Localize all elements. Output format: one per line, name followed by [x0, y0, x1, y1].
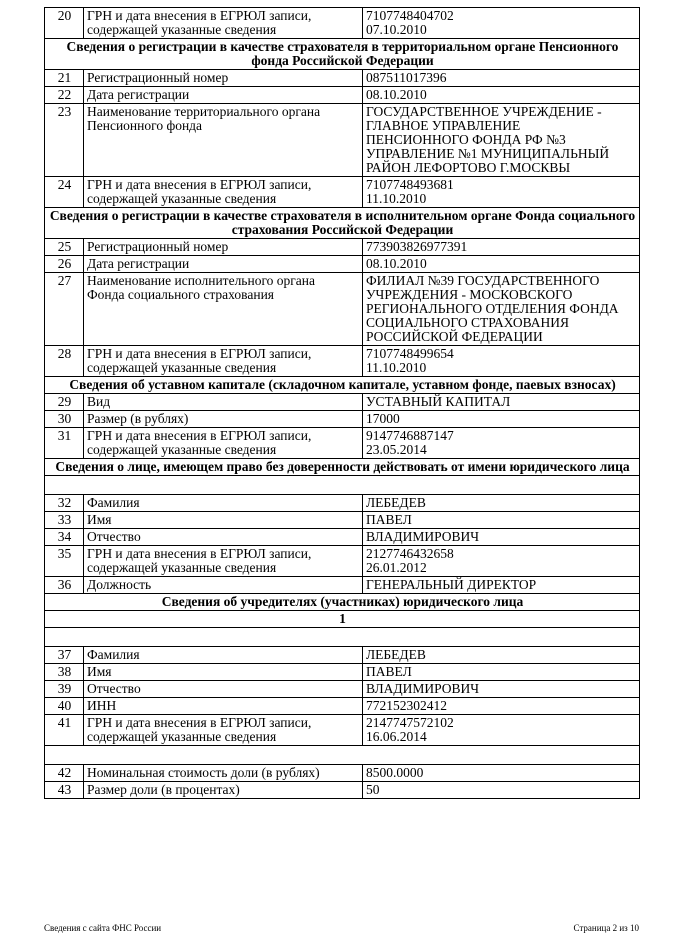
row-label: Фамилия — [84, 647, 363, 664]
row-label: Фамилия — [84, 495, 363, 512]
row-value: 7107748493681 11.10.2010 — [363, 177, 640, 208]
row-number: 21 — [45, 70, 84, 87]
row-number: 31 — [45, 428, 84, 459]
row-value: 773903826977391 — [363, 239, 640, 256]
row-number: 25 — [45, 239, 84, 256]
row-value: ЛЕБЕДЕВ — [363, 495, 640, 512]
table-row — [45, 273, 640, 346]
table-row — [45, 715, 640, 746]
row-label: ГРН и дата внесения в ЕГРЮЛ записи, содержащей указанные сведения — [84, 346, 363, 377]
table-row — [45, 239, 640, 256]
row-value: ГЕНЕРАЛЬНЫЙ ДИРЕКТОР — [363, 577, 640, 594]
table-row — [45, 495, 640, 512]
table-row — [45, 428, 640, 459]
section-header-row — [45, 594, 640, 611]
row-label: Номинальная стоимость доли (в рублях) — [84, 765, 363, 782]
row-number: 42 — [45, 765, 84, 782]
row-label: ИНН — [84, 698, 363, 715]
table-row — [45, 782, 640, 799]
row-value: УСТАВНЫЙ КАПИТАЛ — [363, 394, 640, 411]
row-label: Дата регистрации — [84, 256, 363, 273]
row-label: Размер доли (в процентах) — [84, 782, 363, 799]
section-header-row — [45, 611, 640, 628]
row-number: 36 — [45, 577, 84, 594]
table-row — [45, 529, 640, 546]
row-number: 30 — [45, 411, 84, 428]
section-header-row — [45, 377, 640, 394]
row-number: 24 — [45, 177, 84, 208]
table-row — [45, 546, 640, 577]
table-row — [45, 577, 640, 594]
row-label: Дата регистрации — [84, 87, 363, 104]
section-title: Сведения об уставном капитале (складочном капитале, уставном фонде, паевых взносах) — [45, 377, 640, 394]
row-number: 40 — [45, 698, 84, 715]
table-row — [45, 647, 640, 664]
row-label: ГРН и дата внесения в ЕГРЮЛ записи, содержащей указанные сведения — [84, 428, 363, 459]
row-label: Вид — [84, 394, 363, 411]
row-label: Регистрационный номер — [84, 239, 363, 256]
row-label: ГРН и дата внесения в ЕГРЮЛ записи, содержащей указанные сведения — [84, 8, 363, 39]
row-value: 17000 — [363, 411, 640, 428]
row-number: 27 — [45, 273, 84, 346]
row-number: 20 — [45, 8, 84, 39]
table-row — [45, 70, 640, 87]
blank-row — [45, 476, 640, 495]
blank-cell — [45, 476, 640, 495]
row-number: 43 — [45, 782, 84, 799]
row-number: 29 — [45, 394, 84, 411]
egrul-table — [44, 7, 640, 799]
section-title: Сведения о регистрации в качестве страхователя в территориальном органе Пенсионного фонда Российской Федерации — [45, 39, 640, 70]
table-row — [45, 104, 640, 177]
row-number: 28 — [45, 346, 84, 377]
section-header-row — [45, 459, 640, 476]
row-value: ЛЕБЕДЕВ — [363, 647, 640, 664]
row-label: ГРН и дата внесения в ЕГРЮЛ записи, содержащей указанные сведения — [84, 546, 363, 577]
row-value: 7107748404702 07.10.2010 — [363, 8, 640, 39]
row-value: 08.10.2010 — [363, 256, 640, 273]
section-title: Сведения о лице, имеющем право без доверенности действовать от имени юридического лица — [45, 459, 640, 476]
table-row — [45, 765, 640, 782]
row-label: Имя — [84, 664, 363, 681]
row-value: 7107748499654 11.10.2010 — [363, 346, 640, 377]
egrul-table-body — [45, 8, 640, 799]
row-value: ВЛАДИМИРОВИЧ — [363, 529, 640, 546]
row-value: 8500.0000 — [363, 765, 640, 782]
section-title: 1 — [45, 611, 640, 628]
table-row — [45, 681, 640, 698]
row-number: 39 — [45, 681, 84, 698]
table-row — [45, 698, 640, 715]
table-row — [45, 177, 640, 208]
row-number: 34 — [45, 529, 84, 546]
section-header-row — [45, 39, 640, 70]
row-label: Должность — [84, 577, 363, 594]
table-row — [45, 8, 640, 39]
row-number: 22 — [45, 87, 84, 104]
row-label: ГРН и дата внесения в ЕГРЮЛ записи, содержащей указанные сведения — [84, 715, 363, 746]
row-value: 2147747572102 16.06.2014 — [363, 715, 640, 746]
row-value: 087511017396 — [363, 70, 640, 87]
row-label: Наименование территориального органа Пенсионного фонда — [84, 104, 363, 177]
row-number: 32 — [45, 495, 84, 512]
table-row — [45, 512, 640, 529]
row-label: Размер (в рублях) — [84, 411, 363, 428]
row-label: Имя — [84, 512, 363, 529]
row-number: 35 — [45, 546, 84, 577]
table-row — [45, 394, 640, 411]
blank-cell — [45, 628, 640, 647]
row-label: Наименование исполнительного органа Фонда социального страхования — [84, 273, 363, 346]
row-number: 38 — [45, 664, 84, 681]
row-value: ФИЛИАЛ №39 ГОСУДАРСТВЕННОГО УЧРЕЖДЕНИЯ - МОСКОВСКОГО РЕГИОНАЛЬНОГО ОТДЕЛЕНИЯ ФОНДА СОЦИАЛЬНОГО СТРАХОВАНИЯ РОССИЙСКОЙ ФЕДЕРАЦИИ — [363, 273, 640, 346]
section-title: Сведения о регистрации в качестве страхователя в исполнительном органе Фонда социального страхования Российской Федерации — [45, 208, 640, 239]
blank-row — [45, 628, 640, 647]
row-label: Отчество — [84, 681, 363, 698]
section-title: Сведения об учредителях (участниках) юридического лица — [45, 594, 640, 611]
row-number: 26 — [45, 256, 84, 273]
table-row — [45, 664, 640, 681]
row-value: 08.10.2010 — [363, 87, 640, 104]
row-value: ПАВЕЛ — [363, 664, 640, 681]
row-value: 772152302412 — [363, 698, 640, 715]
row-value: 50 — [363, 782, 640, 799]
row-value: ГОСУДАРСТВЕННОЕ УЧРЕЖДЕНИЕ - ГЛАВНОЕ УПРАВЛЕНИЕ ПЕНСИОННОГО ФОНДА РФ №3 УПРАВЛЕНИЕ №1 МУНИЦИПАЛЬНЫЙ РАЙОН ЛЕФОРТОВО Г.МОСКВЫ — [363, 104, 640, 177]
row-label: ГРН и дата внесения в ЕГРЮЛ записи, содержащей указанные сведения — [84, 177, 363, 208]
row-value: 9147746887147 23.05.2014 — [363, 428, 640, 459]
row-number: 37 — [45, 647, 84, 664]
row-number: 23 — [45, 104, 84, 177]
section-header-row — [45, 208, 640, 239]
row-value: ВЛАДИМИРОВИЧ — [363, 681, 640, 698]
row-value: ПАВЕЛ — [363, 512, 640, 529]
blank-cell — [45, 746, 640, 765]
footer-page-number: Страница 2 из 10 — [573, 923, 639, 933]
blank-row — [45, 746, 640, 765]
row-value: 2127746432658 26.01.2012 — [363, 546, 640, 577]
row-number: 41 — [45, 715, 84, 746]
footer-source: Сведения с сайта ФНС России — [44, 923, 162, 933]
table-row — [45, 256, 640, 273]
row-number: 33 — [45, 512, 84, 529]
table-row — [45, 411, 640, 428]
table-row — [45, 346, 640, 377]
row-label: Регистрационный номер — [84, 70, 363, 87]
row-label: Отчество — [84, 529, 363, 546]
table-row — [45, 87, 640, 104]
